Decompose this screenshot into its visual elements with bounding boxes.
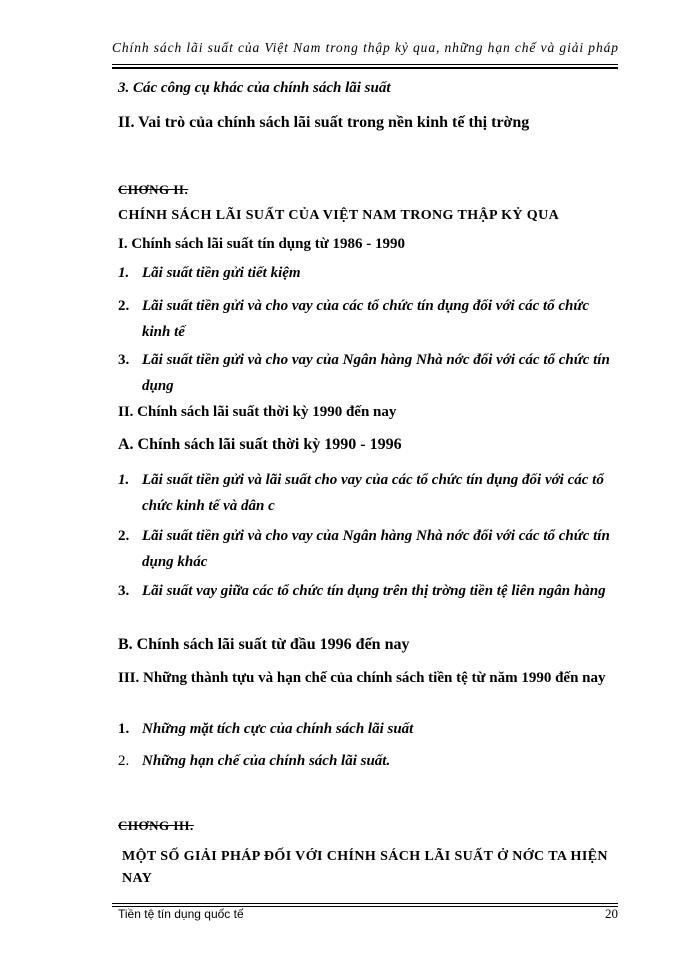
item-number: 2. (118, 528, 130, 544)
footer-rule-top (112, 903, 618, 904)
toc-item-deposit-lending (118, 467, 618, 519)
item-number: 1. (118, 472, 130, 488)
chapter-3-label: CHƠNG III. (118, 818, 194, 833)
page-number: 20 (605, 906, 618, 921)
chapter-3-title: MỘT SỐ GIẢI PHÁP ĐỐI VỚI CHÍNH SÁCH LÃI SUẤT Ở NỚC TA HIỆN NAY (122, 849, 608, 886)
toc-section-1986-1990: I. Chính sách lãi suất tín dụng từ 1986 - 1990 (118, 236, 405, 252)
toc-item-state-bank (118, 347, 618, 399)
item-text: Lãi suất vay giữa các tổ chức tín dụng trên thị trờng tiền tệ liên ngân hàng (142, 583, 606, 599)
item-number: 2. (118, 298, 130, 314)
toc-subsection-1990-1996: A. Chính sách lãi suất thời kỳ 1990 - 1996 (118, 436, 402, 453)
header-rule-thin (112, 64, 618, 65)
item-text: Lãi suất tiền gửi và cho vay của Ngân hàng Nhà nớc đối với các tổ chức tín dụng khác (142, 528, 610, 570)
item-number: 2. (118, 753, 130, 769)
toc-item-state-bank-other (118, 523, 618, 575)
toc-item-other-tools: 3. Các công cụ khác của chính sách lãi suất (118, 80, 391, 96)
item-text: Những hạn chế của chính sách lãi suất. (142, 753, 391, 769)
item-text: Lãi suất tiền gửi và lãi suất cho vay của các tổ chức tín dụng đối với các tổ chức kinh tế và dân c (142, 472, 604, 514)
toc-subsection-1996-now: B. Chính sách lãi suất từ đầu 1996 đến nay (118, 636, 410, 653)
item-number: 1. (118, 265, 130, 281)
toc-item-credit-institutions (118, 293, 618, 345)
chapter-2-label: CHƠNG II. (118, 182, 189, 197)
item-number: 3. (118, 352, 130, 368)
toc-section-role: II. Vai trò của chính sách lãi suất trong nền kinh tế thị trờng (118, 114, 530, 131)
running-footer: Tiền tệ tín dụng quốc tế (118, 907, 244, 921)
item-text: Lãi suất tiền gửi và cho vay của các tổ chức tín dụng đối với các tổ chức kinh tế (142, 298, 590, 340)
item-number: 3. (118, 583, 130, 599)
toc-item-savings-rate (118, 260, 618, 286)
item-text: Lãi suất tiền gửi tiết kiệm (142, 265, 301, 281)
item-text: Những mặt tích cực của chính sách lãi suất (142, 721, 414, 737)
toc-item-interbank (118, 578, 618, 604)
toc-section-achievements: III. Những thành tựu và hạn chế của chính sách tiền tệ từ năm 1990 đến nay (118, 670, 606, 686)
item-text: Lãi suất tiền gửi và cho vay của Ngân hàng Nhà nớc đối với các tổ chức tín dụng (142, 352, 610, 394)
item-number: 1. (118, 721, 130, 737)
toc-item-positive-aspects (118, 716, 618, 742)
running-header: Chính sách lãi suất của Việt Nam trong thập kỷ qua, những hạn chế và giải pháp (112, 40, 619, 55)
chapter-2-title: CHÍNH SÁCH LÃI SUẤT CỦA VIỆT NAM TRONG THẬP KỶ QUA (118, 208, 560, 223)
header-rule-thick (112, 67, 618, 69)
toc-section-1990-now: II. Chính sách lãi suất thời kỳ 1990 đến nay (118, 404, 397, 420)
toc-item-limitations (118, 748, 618, 774)
